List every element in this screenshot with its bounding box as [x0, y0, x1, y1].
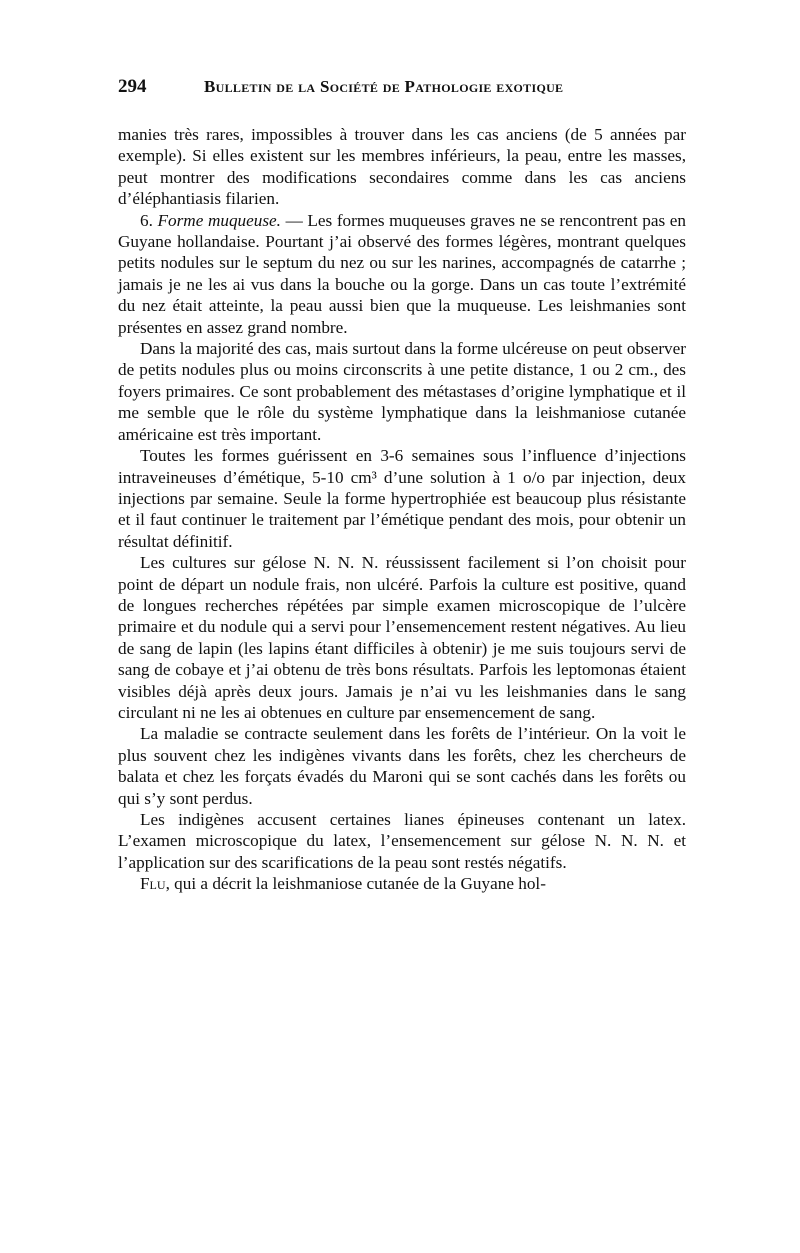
paragraph-text: — Les formes muqueuses graves ne se rencontrent pas en Guyane hollandaise. Pourtant j’ai observé des formes légères, montrant quelques petits nodules sur le septum du nez ou sur les narines, accompagnés de catarrhe ; jamais je ne les ai vus dans la bouche ou la gorge. Dans un cas toute l’extrémité du nez était atteinte, la peau aussi bien que la muqueuse. Les leishmanies sont présentes en assez grand nombre. [118, 210, 687, 337]
paragraph-text: La maladie se contracte seulement dans les forêts de l’intérieur. On la voit le plus souvent chez les indigènes vivants dans les forêts, chez les chercheurs de balata et chez les forçats évadés du Maroni qui se sont cachés dans les forêts ou qui s’y sont perdus. [118, 724, 686, 808]
paragraph-text: Dans la majorité des cas, mais surtout dans la forme ulcéreuse on peut observer de petits nodules plus ou moins circonscrits à une petite distance, 1 ou 2 cm., des foyers primaires. Ce sont probablement des métastases d’origine lymphatique et il me semble que le rôle du système lymphatique dans la leishmaniose cutanée américaine est très important. [118, 339, 687, 444]
page-number: 294 [118, 76, 147, 97]
paragraph-forme-muqueuse [118, 210, 686, 338]
paragraph-text: Les indigènes accusent certaines lianes épineuses contenant un latex. L’examen microscopique du latex, l’ensemencement sur gélose N. N. N. et l’application sur des scarifications de la peau sont restés négatifs. [118, 810, 686, 872]
author-name: Flu [140, 874, 166, 894]
paragraph-text: manies très rares, impossibles à trouver dans les cas anciens (de 5 années par exemple). Si elles existent sur les membres inférieurs, la peau, entre les masses, peut montrer des modifications secondaires comme dans les cas anciens d’éléphantiasis filarien. [118, 125, 686, 209]
paragraph-contagion [118, 723, 686, 809]
paragraph-text: Toutes les formes guérissent en 3-6 semaines sous l’influence d’injections intraveineuses d’émétique, 5-10 cm³ d’une solution à 1 o/o par injection, deux injections par semaine. Seule la forme hypertrophiée est beaucoup plus résistante et il faut continuer le traitement par l’émétique pendant des mois, pour obtenir un résultat définitif. [118, 446, 686, 551]
paragraph-indigenes [118, 809, 686, 873]
paragraph-text: Les cultures sur gélose N. N. N. réussissent facilement si l’on choisit pour point de départ un nodule frais, non ulcéré. Parfois la culture est positive, quand de longues recherches répétées par simple examen microscopique de l’ulcère primaire et du nodule qui a servi pour l’ensemencement restent négatives. Au lieu de sang de lapin (les lapins étant difficiles à obtenir) je me suis toujours servi de sang de cobaye et j’ai obtenu de très bons résultats. Parfois les leptomonas étaient visibles déjà après deux jours. Jamais je n’ai vu les leishmanies dans le sang circulant ni ne les ai obtenues en culture par ensemencement de sang. [118, 553, 686, 722]
body-text [118, 124, 686, 895]
paragraph-flu [118, 873, 686, 894]
page-header [118, 76, 688, 106]
paragraph-nodules [118, 338, 686, 445]
paragraph-treatment [118, 445, 686, 552]
paragraph-continued [118, 124, 686, 210]
section-label: Forme muqueuse. [157, 210, 281, 230]
section-number: 6. [140, 210, 153, 230]
paragraph-text: , qui a décrit la leishmaniose cutanée de la Guyane hol- [165, 874, 546, 894]
paragraph-cultures [118, 552, 686, 723]
running-title: Bulletin de la Société de Pathologie exotique [204, 77, 564, 96]
